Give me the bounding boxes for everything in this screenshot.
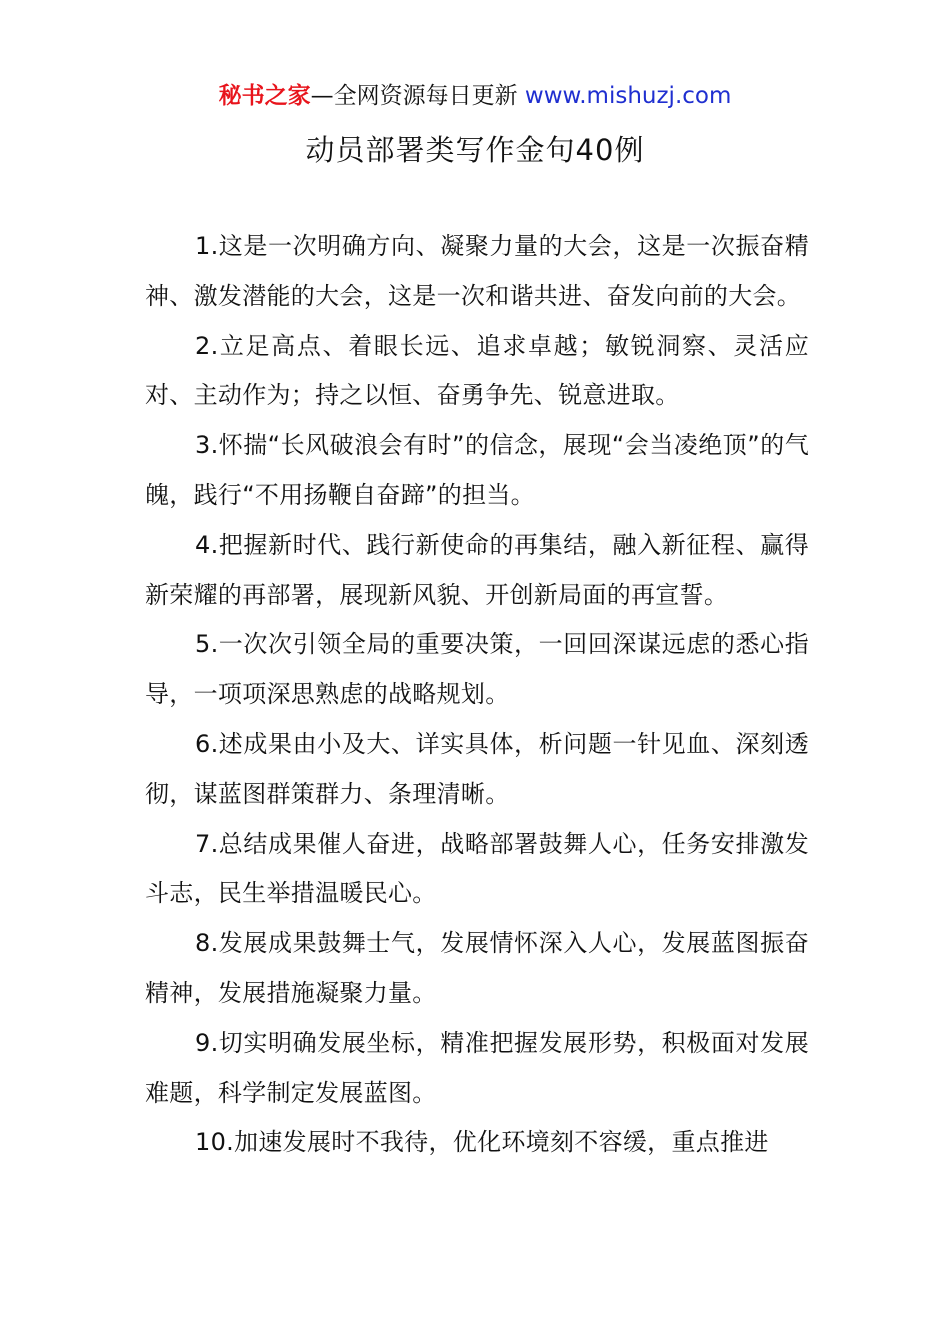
list-item: 9.切实明确发展坐标，精准把握发展形势，积极面对发展难题，科学制定发展蓝图。 [145,1028,809,1107]
site-brand: 秘书之家 [218,83,311,109]
site-tagline: —全网资源每日更新 [310,83,525,109]
list-item: 5.一次次引领全局的重要决策，一回回深谋远虑的悉心指导，一项项深思熟虑的战略规划。 [145,630,809,709]
list-item: 7.总结成果催人奋进，战略部署鼓舞人心，任务安排激发斗志，民生举措温暖民心。 [145,829,809,908]
document-body [145,222,809,1168]
list-item: 1.这是一次明确方向、凝聚力量的大会，这是一次振奋精神、激发潜能的大会，这是一次和谐共进、奋发向前的大会。 [145,232,809,310]
site-url-link[interactable]: www.mishuzj.com [524,83,732,109]
site-header [0,80,950,112]
list-item: 8.发展成果鼓舞士气，发展情怀深入人心，发展蓝图振奋精神，发展措施凝聚力量。 [145,929,809,1007]
list-item: 6.述成果由小及大、详实具体，析问题一针见血、深刻透彻，谋蓝图群策群力、条理清晰。 [145,729,809,808]
list-item: 10.加速发展时不我待，优化环境刻不容缓，重点推进 [195,1128,769,1157]
list-item: 2.立足高点、着眼长远、追求卓越；敏锐洞察、灵活应对、主动作为；持之以恒、奋勇争先、锐意进取。 [145,331,809,410]
list-item: 4.把握新时代、践行新使命的再集结，融入新征程、赢得新荣耀的再部署，展现新风貌、开创新局面的再宣誓。 [145,530,809,609]
document-title: 动员部署类写作金句40例 [305,133,645,167]
list-item: 3.怀揣“长风破浪会有时”的信念，展现“会当凌绝顶”的气魄，践行“不用扬鞭自奋蹄”的担当。 [145,431,809,509]
